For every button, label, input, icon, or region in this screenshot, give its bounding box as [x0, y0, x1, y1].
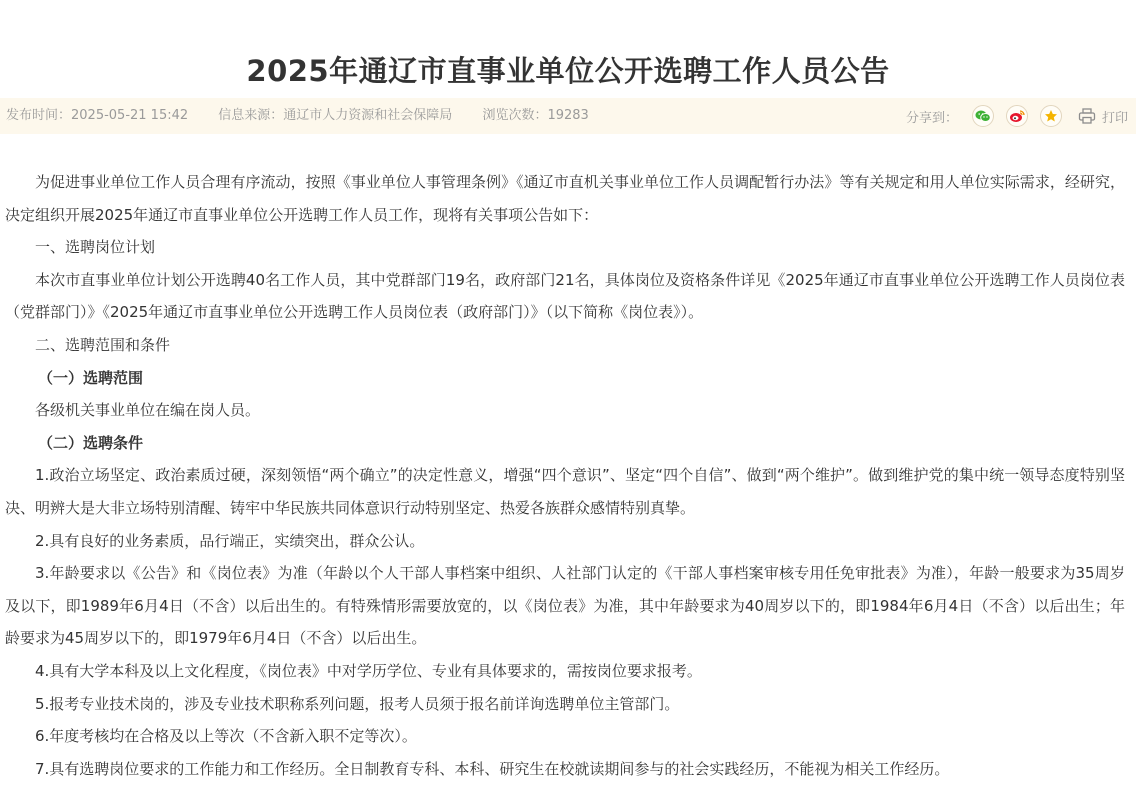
- condition-item: 7.具有选聘岗位要求的工作能力和工作经历。全日制教育专科、本科、研究生在校就读期间参与的社会实践经历，不能视为相关工作经历。: [35, 759, 950, 778]
- print-label: 打印: [1101, 110, 1128, 126]
- printer-icon: [1078, 108, 1096, 124]
- article-meta-bar: [0, 98, 1136, 134]
- info-source: 信息来源：通辽市人力资源和社会保障局: [218, 108, 453, 123]
- wechat-icon[interactable]: [972, 105, 994, 127]
- condition-item: 1.政治立场坚定、政治素质过硬，深刻领悟“两个确立”的决定性意义，增强“四个意识”、坚定“四个自信”、做到“两个维护”。做到维护党的集中统一领导态度特别坚决、明辨大是大非立场特别清醒、铸牢中华民族共同体意识行动特别坚定、热爱各族群众感情特别真挚。: [5, 466, 1125, 517]
- article-body: [5, 166, 1125, 785]
- condition-item: 3.年龄要求以《公告》和《岗位表》为准（年龄以个人干部人事档案中组织、人社部门认定的《干部人事档案审核专用任免审批表》为准），年龄一般要求为35周岁及以下，即1989年6月4日（不含）以后出生的。有特殊情形需要放宽的，以《岗位表》为准，其中年龄要求为40周岁以下的，即1984年6月4日（不含）以后出生；年龄要求为45周岁以下的，即1979年6月4日（不含）以后出生。: [5, 564, 1125, 648]
- section-heading-1: 一、选聘岗位计划: [35, 238, 156, 257]
- share-bar: [906, 98, 1128, 134]
- section-heading-2: 二、选聘范围和条件: [35, 335, 171, 354]
- article-meta: [6, 98, 615, 134]
- share-label: 分享到：: [905, 110, 958, 126]
- condition-item: 2.具有良好的业务素质，品行端正，实绩突出，群众公认。: [35, 531, 425, 550]
- star-icon[interactable]: [1040, 105, 1062, 127]
- subheading-scope: （一）选聘范围: [38, 368, 144, 387]
- plan-paragraph: 本次市直事业单位计划公开选聘40名工作人员，其中党群部门19名，政府部门21名，具体岗位及资格条件详见《2025年通辽市直事业单位公开选聘工作人员岗位表（党群部门）》《2025年通辽市直事业单位公开选聘工作人员岗位表（政府部门）》（以下简称《岗位表》）。: [5, 270, 1125, 322]
- condition-item: 5.报考专业技术岗的，涉及专业技术职称系列问题，报考人员须于报名前详询选聘单位主管部门。: [35, 694, 680, 713]
- view-count: 浏览次数：19283: [482, 108, 589, 123]
- weibo-icon[interactable]: [1006, 105, 1028, 127]
- publish-time: 发布时间：2025-05-21 15:42: [6, 108, 189, 123]
- condition-item: 4.具有大学本科及以上文化程度，《岗位表》中对学历学位、专业有具体要求的，需按岗位要求报考。: [35, 661, 702, 680]
- condition-item: 6.年度考核均在合格及以上等次（不含新入职不定等次）。: [35, 727, 417, 746]
- subheading-conditions: （二）选聘条件: [38, 433, 144, 452]
- intro-paragraph: 为促进事业单位工作人员合理有序流动，按照《事业单位人事管理条例》《通辽市直机关事业单位工作人员调配暂行办法》等有关规定和用人单位实际需求，经研究，决定组织开展2025年通辽市直事业单位公开选聘工作人员工作，现将有关事项公告如下：: [5, 173, 1125, 224]
- scope-paragraph: 各级机关事业单位在编在岗人员。: [35, 401, 261, 420]
- page-title: 2025年通辽市直事业单位公开选聘工作人员公告: [246, 54, 890, 89]
- print-button[interactable]: [1078, 107, 1128, 126]
